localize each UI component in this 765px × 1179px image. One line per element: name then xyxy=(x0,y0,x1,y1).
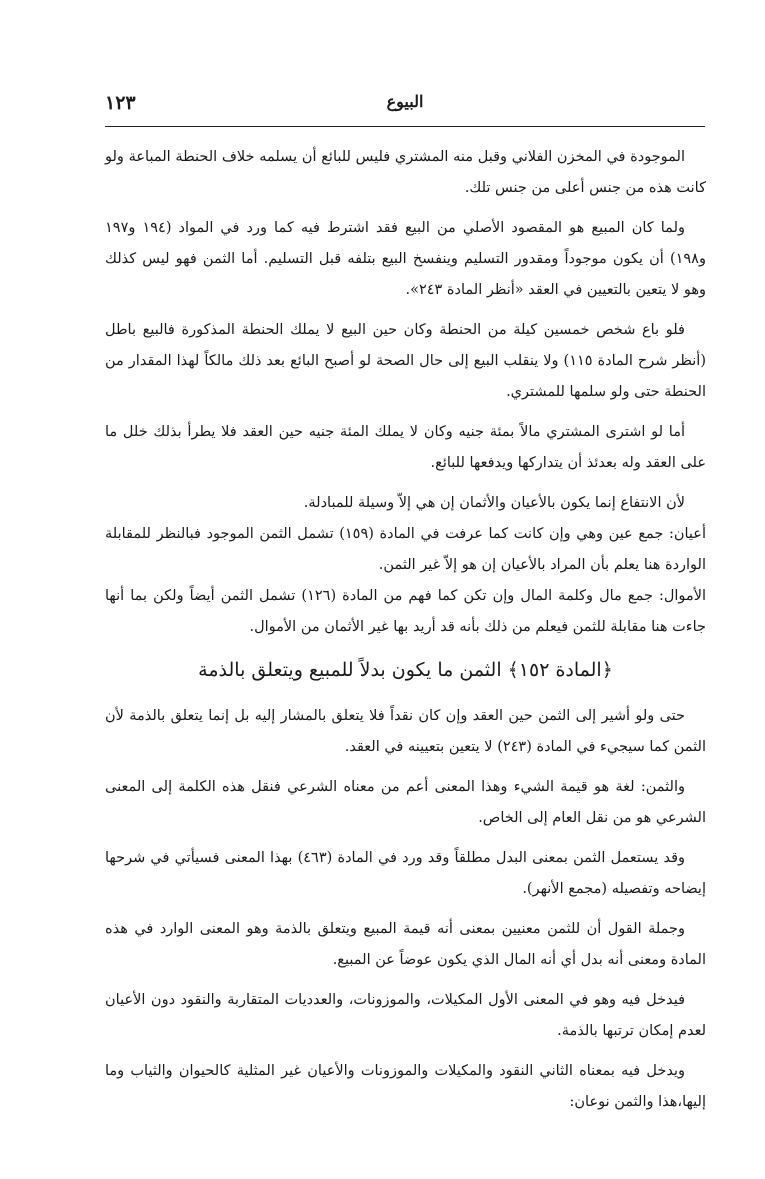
definition-aayan: أعيان: جمع عين وهي وإن كانت كما عرفت في المادة (١٥٩) تشمل الثمن الموجود فبالنظر للمقابلة الواردة هنا يعلم بأن المراد بالأعيان إن هو إلاّ غير الثمن. xyxy=(105,526,706,573)
paragraph: ويدخل فيه بمعناه الثاني النقود والمكيلات والموزونات والأعيان غير المثلية كالحيوان والثياب وما إليها،هذا والثمن نوعان: xyxy=(105,1063,706,1110)
paragraph: وجملة القول أن للثمن معنيين بمعنى أنه قيمة المبيع ويتعلق بالذمة وهو المعنى الوارد في هذه المادة ومعنى أنه بدل أي أنه المال الذي يكون عوضاً عن المبيع. xyxy=(105,921,706,968)
paragraph: حتى ولو أشير إلى الثمن حين العقد وإن كان نقداً فلا يتعلق بالمشار إليه بل إنما يتعلق بالذمة لأن الثمن كما سيجيء في المادة (٢٤٣) لا يتعين بتعيينه في العقد. xyxy=(105,708,706,755)
paragraph: والثمن: لغة هو قيمة الشيء وهذا المعنى أعم من معناه الشرعي فنقل هذه الكلمة إلى المعنى الشرعي هو من نقل العام إلى الخاص. xyxy=(105,779,706,826)
definition-amwal: الأموال: جمع مال وكلمة المال وإن تكن كما فهم من المادة (١٢٦) تشمل الثمن أيضاً ولكن بما أنها جاءت هنا مقابلة للثمن فيعلم من ذلك بأنه قد أريد بها غير الأثمان من الأموال. xyxy=(105,588,706,635)
paragraph: ولما كان المبيع هو المقصود الأصلي من البيع فقد اشترط فيه كما ورد في المواد (١٩٤ و١٩٧ و١٩٨) أن يكون موجوداً ومقدور التسليم وينفسخ البيع بتلفه قبل التسليم. أما الثمن فهو ليس كذلك وهو لا يتعين بالتعيين في العقد «أنظر المادة ٢٤٣». xyxy=(105,220,706,298)
paragraph: فيدخل فيه وهو في المعنى الأول المكيلات، والموزونات، والعدديات المتقاربة والنقود دون الأعيان لعدم إمكان ترتبها بالذمة. xyxy=(105,992,706,1039)
paragraph-exchange: لأن الانتفاع إنما يكون بالأعيان والأثمان إن هي إلاّ وسيلة للمبادلة. xyxy=(303,495,685,511)
paragraph: وقد يستعمل الثمن بمعنى البدل مطلقاً وقد ورد في المادة (٤٦٣) بهذا المعنى فسيأتي في شرحها إيضاحه وتفصيله (مجمع الأنهر). xyxy=(105,850,706,897)
running-title: البيوع xyxy=(386,92,424,111)
page-body xyxy=(105,142,706,1127)
page-number: ١٢٣ xyxy=(105,92,136,114)
paragraph: الموجودة في المخزن الفلاني وقبل منه المشتري فليس للبائع أن يسلمه خلاف الحنطة المباعة ولو كانت هذه من جنس أعلى من جنس تلك. xyxy=(105,149,706,196)
paragraph: أما لو اشترى المشتري مالاً بمئة جنيه وكان لا يملك المئة جنيه حين العقد فلا يطرأ بذلك خلل ما على العقد وله بعدئذ أن يتداركها ويدفعها للبائع. xyxy=(105,424,706,471)
page-header xyxy=(105,92,705,127)
paragraph: فلو باع شخص خمسين كيلة من الحنطة وكان حين البيع لا يملك الحنطة المذكورة فالبيع باطل (أنظر شرح المادة ١١٥) ولا ينقلب البيع إلى حال الصحة لو أصبح البائع بعد ذلك مالكاً لهذا المقدار من الحنطة حتى ولو سلمها للمشتري. xyxy=(105,322,706,400)
article-heading: ﴿المادة ١٥٢﴾ الثمن ما يكون بدلاً للمبيع ويتعلق بالذمة xyxy=(198,659,613,681)
